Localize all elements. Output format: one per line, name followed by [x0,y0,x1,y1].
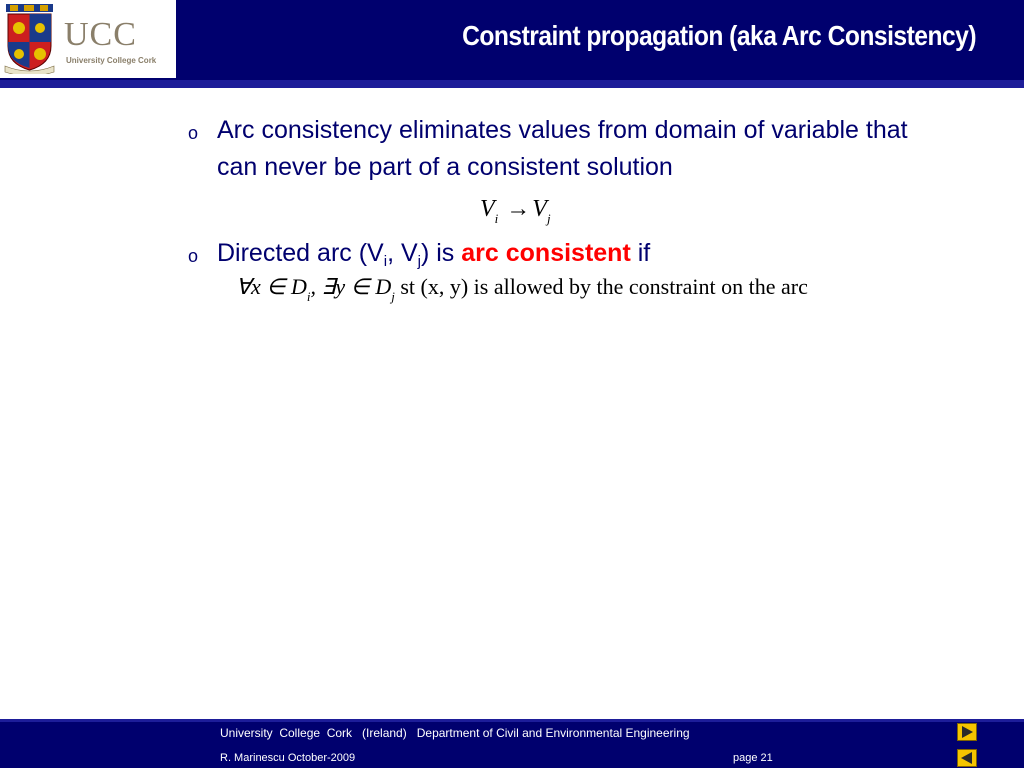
bullet-2-suffix: ) is [420,239,462,267]
bullet-marker: o [188,246,199,266]
play-left-icon [958,750,976,766]
condition-part-1: ∀x ∈ D [236,274,307,299]
bullet-2-sub-i: i [383,253,388,270]
next-slide-button[interactable] [957,723,977,741]
bullet-1-text [217,112,1017,186]
bullet-2-tail: if [630,239,651,267]
formula-v-j: V [532,196,547,222]
condition-sub-j: j [391,289,395,304]
bullet-2-prefix: Directed arc (V [217,239,384,267]
bullet-2-sub-j: j [417,253,421,270]
condition-sub-i: i [306,289,311,304]
crest-icon [2,2,57,74]
formula-sub-j: j [546,211,551,226]
footer-institution: University College Cork (Ireland) Department of Civil and Environmental Engineering [220,726,690,740]
footer-page-number: page 21 [733,752,773,764]
logo-wordmark: ucc [64,3,137,56]
formula-v-i: V [480,196,495,222]
bullet-marker: o [188,123,199,143]
condition-part-3: st (x, y) is allowed by the constraint on the arc [394,274,808,299]
bullet-1-line-1: Arc consistency eliminates values from domain of variable that [217,116,908,144]
arc-consistency-condition [236,274,808,305]
footer-author: R. Marinescu October-2009 [220,752,356,764]
header-divider [0,80,1024,88]
formula-sub-i: i [494,211,499,226]
bullet-2-middle: , V [387,239,418,267]
arc-consistent-highlight: arc consistent [461,239,631,267]
formula-arrow: → [506,196,531,222]
logo-subtitle: University College Cork [66,56,157,65]
previous-slide-button[interactable] [957,749,977,767]
condition-part-2: , ∃y ∈ D [310,274,392,299]
bullet-1-line-2: can never be part of a consistent solution [217,153,673,181]
arc-formula [480,196,551,227]
ucc-logo [0,0,176,78]
slide-title: Constraint propagation (aka Arc Consistency) [462,20,977,51]
play-right-icon [958,724,976,740]
